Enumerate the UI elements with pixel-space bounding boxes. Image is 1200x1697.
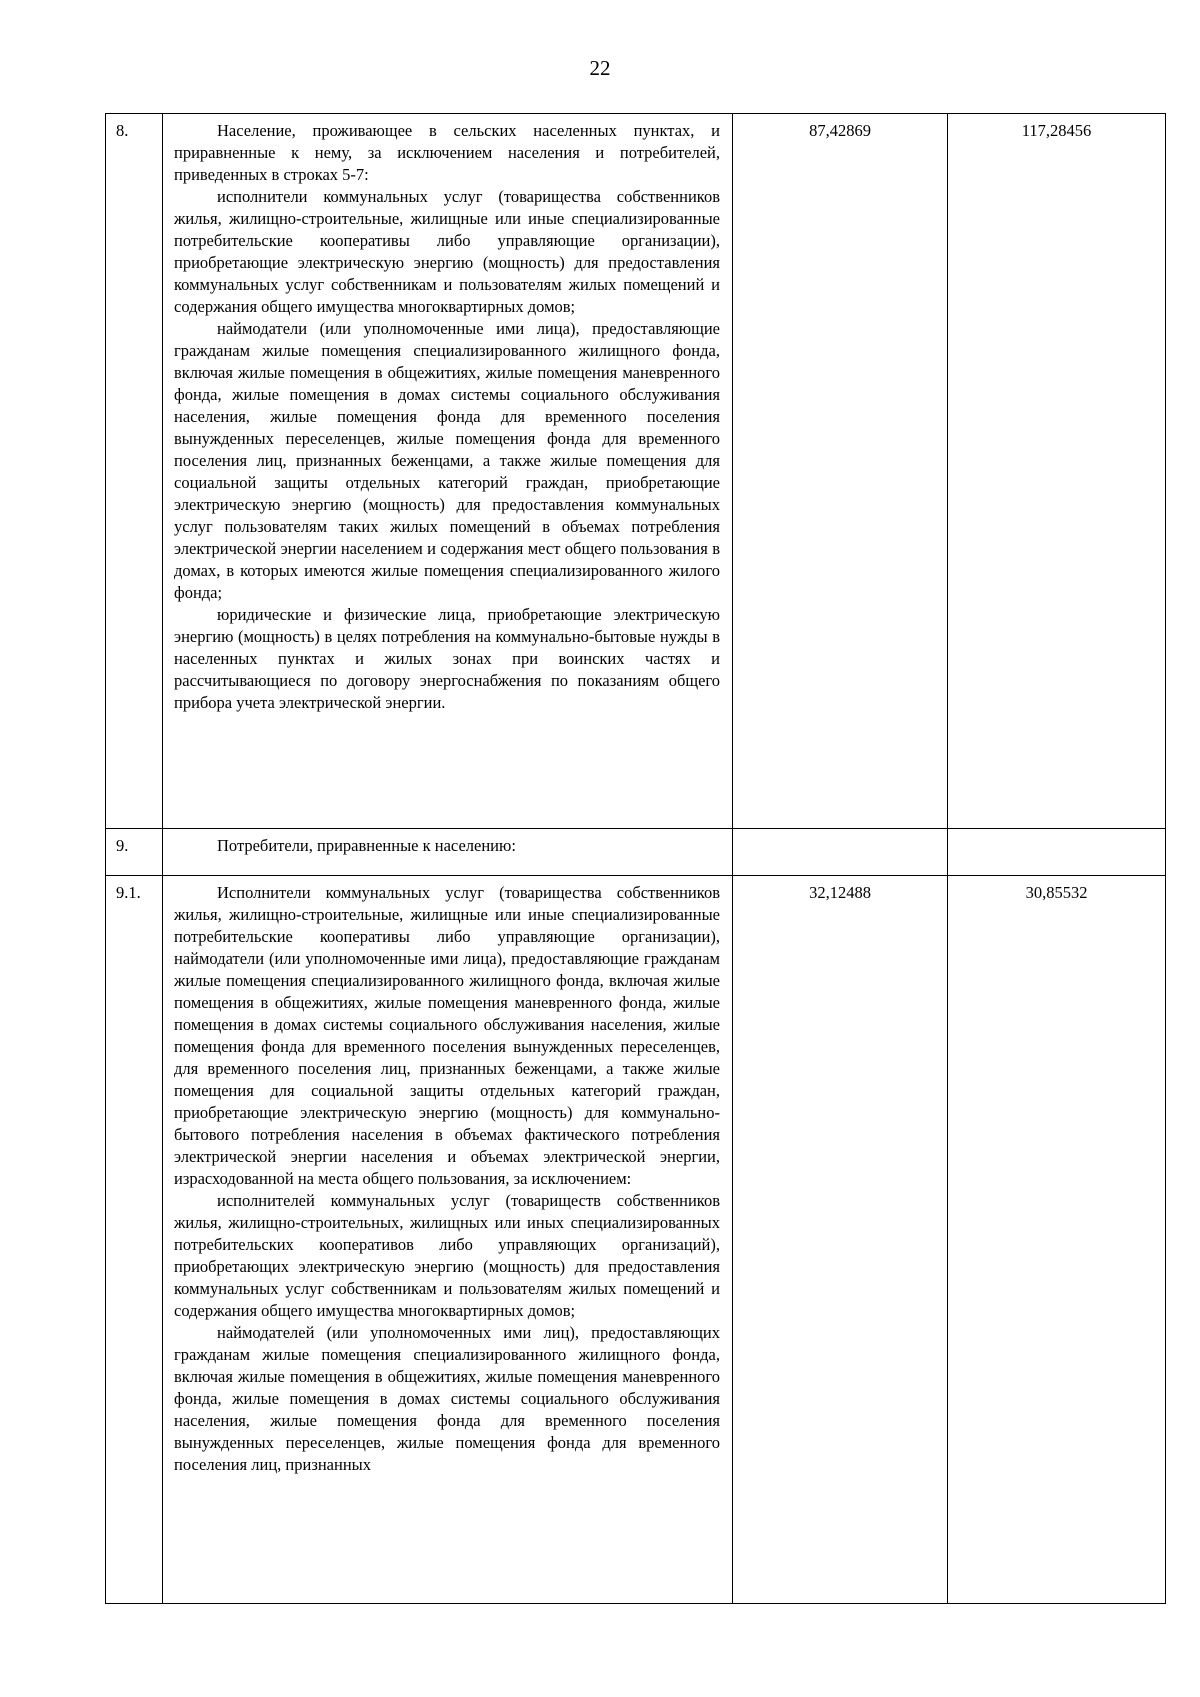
value-cell-2 (948, 829, 1166, 876)
description-paragraph: исполнители коммунальных услуг (товарищества собственников жилья, жилищно-строительные, жилищные или иные специализированные потребительские кооперативы либо управляющие организации), приобретающие электрическую энергию (мощность) для предоставления коммунальных услуг собственникам и пользователям жилых помещений и содержания общего имущества многоквартирных домов; (174, 187, 720, 316)
description-paragraph: исполнителей коммунальных услуг (товариществ собственников жилья, жилищно-строительных, жилищных или иных специализированных потребительских кооперативов либо управляющих организаций), приобретающих электрическую энергию (мощность) для предоставления коммунальных услуг собственникам и пользователям жилых помещений и содержания общего имущества многоквартирных домов; (174, 1191, 720, 1320)
value-cell-2: 117,28456 (948, 114, 1166, 829)
description-paragraph: наймодатели (или уполномоченные ими лица), предоставляющие гражданам жилые помещения специализированного жилищного фонда, включая жилые помещения в общежитиях, жилые помещения маневренного фонда, жилые помещения в домах системы социального обслуживания населения, жилые помещения фонда для временного поселения вынужденных переселенцев, жилые помещения фонда для временного поселения лиц, признанных беженцами, а также жилые помещения для социальной защиты отдельных категорий граждан, приобретающие электрическую энергию (мощность) для предоставления коммунальных услуг пользователям таких жилых помещений в объемах потребления электрической энергии населением и содержания мест общего пользования в домах, в которых имеются жилые помещения специализированного жилого фонда; (174, 319, 720, 602)
row-description (163, 114, 733, 829)
page-number: 22 (589, 56, 611, 80)
description-paragraph: Потребители, приравненные к населению: (217, 836, 516, 855)
row-number: 9. (106, 829, 163, 876)
row-description (163, 829, 733, 876)
description-paragraph: юридические и физические лица, приобретающие электрическую энергию (мощность) в целях потребления на коммунально-бытовые нужды в населенных пунктах и жилых зонах при воинских частях и рассчитывающиеся по договору энергоснабжения по показаниям общего прибора учета электрической энергии. (174, 605, 720, 712)
table-row (106, 876, 1166, 1604)
tariff-table (105, 113, 1166, 1604)
table-row (106, 114, 1166, 829)
value-cell-2: 30,85532 (948, 876, 1166, 1604)
description-paragraph: Исполнители коммунальных услуг (товарищества собственников жилья, жилищно-строительные, жилищные или иные специализированные потребительские кооперативы либо управляющие организации), наймодатели (или уполномоченные ими лица), предоставляющие гражданам жилые помещения специализированного жилищного фонда, включая жилые помещения в общежитиях, жилые помещения маневренного фонда, жилые помещения в домах системы социального обслуживания населения, жилые помещения фонда для временного поселения вынужденных переселенцев, для временного поселения лиц, признанных беженцами, а также жилые помещения для социальной защиты отдельных категорий граждан, приобретающие электрическую энергию (мощность) для коммунально-бытового потребления населения в объемах фактического потребления электрической энергии населения и объемах электрической энергии, израсходованной на места общего пользования, за исключением: (174, 883, 720, 1188)
description-paragraph: Население, проживающее в сельских населенных пунктах, и приравненные к нему, за исключением населения и потребителей, приведенных в строках 5-7: (174, 121, 720, 184)
value-cell-1 (733, 829, 948, 876)
row-description (163, 876, 733, 1604)
value-cell-1: 32,12488 (733, 876, 948, 1604)
row-number: 8. (106, 114, 163, 829)
description-paragraph: наймодателей (или уполномоченных ими лиц), предоставляющих гражданам жилые помещения специализированного жилищного фонда, включая жилые помещения в общежитиях, жилые помещения маневренного фонда, жилые помещения в домах системы социального обслуживания населения, жилые помещения фонда для временного поселения вынужденных переселенцев, жилые помещения фонда для временного поселения лиц, признанных (174, 1323, 720, 1474)
row-number: 9.1. (106, 876, 163, 1604)
value-cell-1: 87,42869 (733, 114, 948, 829)
table-row (106, 829, 1166, 876)
